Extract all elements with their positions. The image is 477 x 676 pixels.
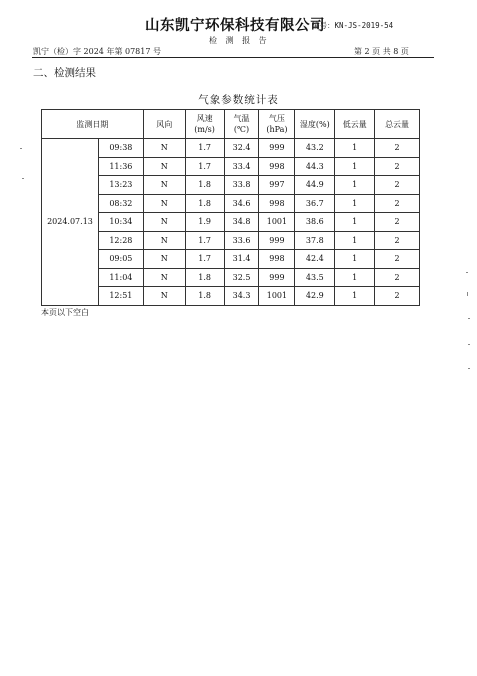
total-cloud-cell: 2 — [375, 194, 420, 213]
header-pressure: 气压 (hPa) — [259, 110, 295, 139]
report-subtitle: 检 测 报 告 — [209, 36, 270, 45]
scan-speck — [468, 318, 470, 319]
scan-speck — [468, 344, 470, 345]
low-cloud-cell: 1 — [335, 287, 375, 306]
table-row — [42, 157, 420, 176]
table-row — [42, 139, 420, 158]
wind-speed-cell: 1.8 — [185, 287, 224, 306]
humidity-cell: 37.8 — [295, 231, 335, 250]
low-cloud-cell: 1 — [335, 268, 375, 287]
wind-direction-cell: N — [143, 157, 185, 176]
humidity-cell: 43.5 — [295, 268, 335, 287]
report-number: 凯宁（检）字 2024 年第 07817 号 — [33, 47, 161, 56]
time-cell: 11:36 — [98, 157, 143, 176]
section-title: 二、检测结果 — [33, 67, 96, 79]
total-cloud-cell: 2 — [375, 213, 420, 232]
header-humidity: 湿度(%) — [295, 110, 335, 139]
time-cell: 12:51 — [98, 287, 143, 306]
humidity-cell: 44.3 — [295, 157, 335, 176]
temperature-cell: 33.8 — [224, 176, 259, 195]
time-cell: 11:04 — [98, 268, 143, 287]
table-row — [42, 231, 420, 250]
weather-parameter-table — [41, 109, 420, 306]
total-cloud-cell: 2 — [375, 250, 420, 269]
total-cloud-cell: 2 — [375, 176, 420, 195]
document-number: 编号：KN-JS-2019-54 — [312, 21, 394, 30]
table-title: 气象参数统计表 — [198, 94, 279, 106]
humidity-cell: 44.9 — [295, 176, 335, 195]
humidity-cell: 42.9 — [295, 287, 335, 306]
humidity-cell: 42.4 — [295, 250, 335, 269]
end-of-page-note: 本页以下空白 — [41, 308, 89, 317]
header-wind-direction: 风向 — [143, 110, 185, 139]
temperature-cell: 34.3 — [224, 287, 259, 306]
wind-direction-cell: N — [143, 176, 185, 195]
temperature-cell: 33.6 — [224, 231, 259, 250]
wind-speed-cell: 1.8 — [185, 194, 224, 213]
header-total-cloud: 总云量 — [375, 110, 420, 139]
low-cloud-cell: 1 — [335, 194, 375, 213]
low-cloud-cell: 1 — [335, 250, 375, 269]
humidity-cell: 38.6 — [295, 213, 335, 232]
low-cloud-cell: 1 — [335, 139, 375, 158]
wind-direction-cell: N — [143, 287, 185, 306]
wind-direction-cell: N — [143, 194, 185, 213]
wind-speed-cell: 1.7 — [185, 157, 224, 176]
total-cloud-cell: 2 — [375, 157, 420, 176]
low-cloud-cell: 1 — [335, 213, 375, 232]
scan-speck — [466, 272, 468, 273]
scan-speck — [467, 292, 468, 296]
table-row — [42, 194, 420, 213]
pressure-cell: 998 — [259, 157, 295, 176]
low-cloud-cell: 1 — [335, 176, 375, 195]
pressure-cell: 999 — [259, 268, 295, 287]
header-wind-speed: 风速 (m/s) — [185, 110, 224, 139]
pressure-cell: 998 — [259, 250, 295, 269]
header-divider — [32, 57, 434, 58]
date-cell: 2024.07.13 — [42, 139, 99, 306]
temperature-cell: 32.4 — [224, 139, 259, 158]
time-cell: 09:05 — [98, 250, 143, 269]
wind-direction-cell: N — [143, 231, 185, 250]
wind-speed-cell: 1.7 — [185, 139, 224, 158]
wind-speed-cell: 1.9 — [185, 213, 224, 232]
wind-speed-cell: 1.8 — [185, 268, 224, 287]
wind-speed-cell: 1.8 — [185, 176, 224, 195]
company-name: 山东凯宁环保科技有限公司 — [145, 17, 325, 34]
low-cloud-cell: 1 — [335, 231, 375, 250]
pressure-cell: 998 — [259, 194, 295, 213]
humidity-cell: 43.2 — [295, 139, 335, 158]
time-cell: 13:23 — [98, 176, 143, 195]
time-cell: 10:34 — [98, 213, 143, 232]
wind-direction-cell: N — [143, 139, 185, 158]
page-info: 第 2 页 共 8 页 — [354, 47, 409, 56]
header-date: 监测日期 — [42, 110, 144, 139]
table-row — [42, 287, 420, 306]
table-header-row — [42, 110, 420, 139]
wind-speed-cell: 1.7 — [185, 231, 224, 250]
total-cloud-cell: 2 — [375, 287, 420, 306]
wind-direction-cell: N — [143, 250, 185, 269]
table-row — [42, 176, 420, 195]
time-cell: 12:28 — [98, 231, 143, 250]
humidity-cell: 36.7 — [295, 194, 335, 213]
low-cloud-cell: 1 — [335, 157, 375, 176]
total-cloud-cell: 2 — [375, 139, 420, 158]
wind-direction-cell: N — [143, 268, 185, 287]
table-row — [42, 250, 420, 269]
temperature-cell: 31.4 — [224, 250, 259, 269]
scan-speck — [22, 178, 24, 179]
temperature-cell: 32.5 — [224, 268, 259, 287]
pressure-cell: 999 — [259, 231, 295, 250]
pressure-cell: 999 — [259, 139, 295, 158]
temperature-cell: 34.6 — [224, 194, 259, 213]
pressure-cell: 1001 — [259, 213, 295, 232]
total-cloud-cell: 2 — [375, 231, 420, 250]
pressure-cell: 997 — [259, 176, 295, 195]
time-cell: 09:38 — [98, 139, 143, 158]
table-row — [42, 213, 420, 232]
pressure-cell: 1001 — [259, 287, 295, 306]
scan-speck — [468, 368, 470, 369]
temperature-cell: 34.8 — [224, 213, 259, 232]
header-low-cloud: 低云量 — [335, 110, 375, 139]
header-temperature: 气温 (℃) — [224, 110, 259, 139]
total-cloud-cell: 2 — [375, 268, 420, 287]
table-row — [42, 268, 420, 287]
scan-speck — [20, 148, 22, 149]
wind-speed-cell: 1.7 — [185, 250, 224, 269]
temperature-cell: 33.4 — [224, 157, 259, 176]
wind-direction-cell: N — [143, 213, 185, 232]
time-cell: 08:32 — [98, 194, 143, 213]
